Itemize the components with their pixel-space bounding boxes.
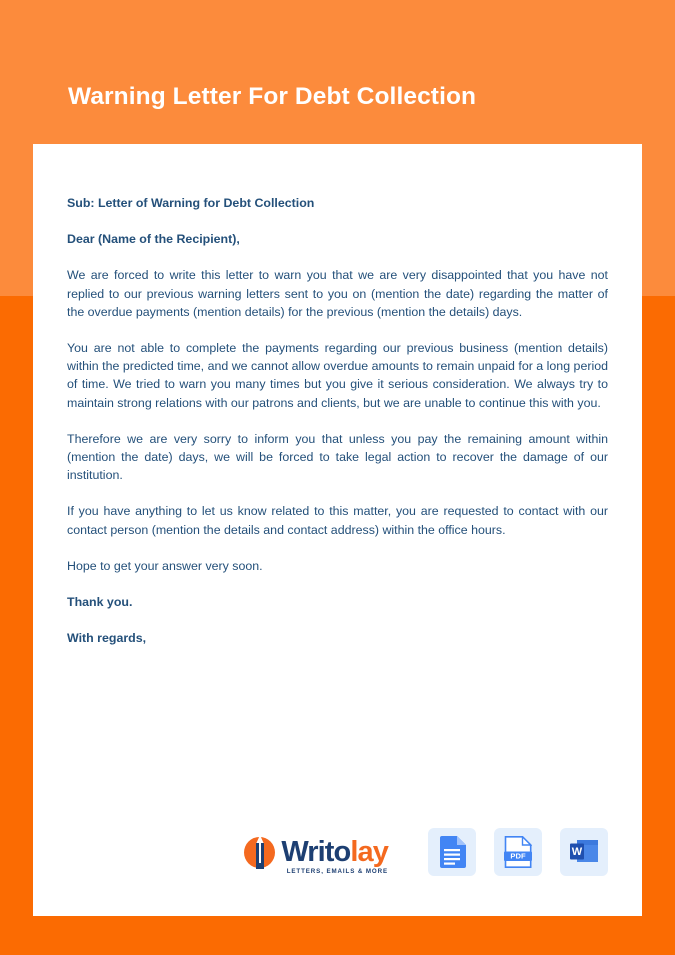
letter-closing-line: Hope to get your answer very soon. [67,558,263,573]
pdf-file-icon [504,836,532,868]
pen-in-circle-icon [244,835,278,869]
letter-thanks: Thank you. [67,595,133,610]
writolay-logo[interactable] [244,835,388,876]
background-footer-strip [0,935,675,955]
letter-paragraph-4: If you have anything to let us know related to this matter, you are requested to contact with our contact person (mention the details and contact address) within the office hours. [67,504,608,537]
download-word-button[interactable] [560,828,608,876]
logo-word-part-1: Writo [281,835,351,868]
svg-text:PDF: PDF [510,851,526,861]
google-docs-icon [438,836,466,868]
letter-body [67,194,608,665]
letter-paragraph-3: Therefore we are very sorry to inform you that unless you pay the remaining amount within (mention the date) days, we will be forced to take legal action to recover the damage of our institution. [67,431,608,483]
letter-card [33,144,642,916]
word-file-icon [569,837,599,867]
letter-paragraph-2: You are not able to complete the payments regarding our previous business (mention details) within the predicted time, and we cannot allow overdue amounts to remain unpaid for a long period of time. We tried to warn you many times but you give it serious consideration. We always try to maintain strong relations with our patrons and clients, but we are unable to continue this with you. [67,341,608,410]
logo-tagline: LETTERS, EMAILS & MORE [286,868,388,876]
letter-paragraph-1: We are forced to write this letter to warn you that we are very disappointed that you have not replied to our previous warning letters sent to you on (mention the date) regarding the matter of the overdue payments (mention details) for the previous (mention the details) days. [67,268,608,319]
logo-pen-shape [256,835,264,869]
logo-word-part-2: lay [350,835,388,868]
letter-subject: Sub: Letter of Warning for Debt Collection [67,196,315,210]
page-title: Warning Letter For Debt Collection [68,83,477,110]
letter-footer [67,820,608,884]
letter-salutation: Dear (Name of the Recipient), [67,232,240,247]
logo-wordmark [281,835,388,876]
svg-text:W: W [571,846,583,859]
download-pdf-button[interactable] [494,828,542,876]
letter-regards: With regards, [67,631,147,646]
download-google-docs-button[interactable] [428,828,476,876]
